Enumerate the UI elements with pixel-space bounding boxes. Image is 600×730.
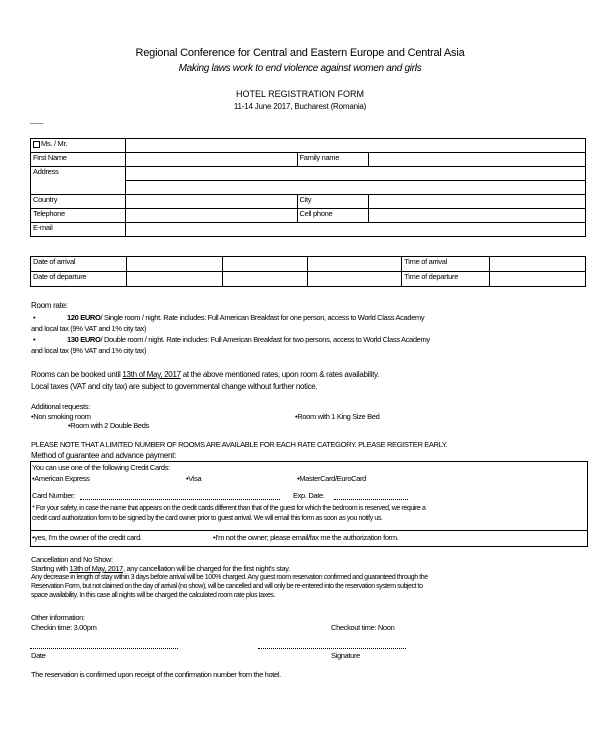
cell-phone-input[interactable] (369, 209, 586, 223)
king-bed-label: Room with 1 King Size Bed (297, 412, 380, 421)
checkbox-icon[interactable]: • (213, 533, 216, 542)
safety-note-line2: credit card authorization form to be signed by the card owner prior to guest arrival. We will email this form as soon as you notify us. (32, 515, 383, 522)
payment-heading: Method of guarantee and advance payment: (31, 451, 177, 460)
telephone-label: Telephone (31, 209, 126, 223)
confirmation-note: The reservation is confirmed upon receipt of the confirmation number from the hotel. (31, 670, 281, 679)
owner-yes-label: yes, I'm the owner of the credit card. (34, 533, 142, 542)
checkbox-icon[interactable]: • (31, 412, 34, 421)
visa-option[interactable] (186, 474, 201, 483)
salutation-cell[interactable] (31, 139, 126, 153)
family-name-label: Family name (297, 153, 369, 167)
cancellation-date: 13th of May, 2017 (69, 564, 123, 573)
date-label: Date (31, 651, 46, 660)
checkbox-icon[interactable] (33, 141, 40, 148)
exp-date-input[interactable] (334, 499, 408, 500)
single-rate-line (33, 313, 424, 322)
cancellation-text-post: , any cancellation will be charged for the first night's stay. (123, 564, 290, 573)
booking-deadline-line (31, 370, 379, 379)
signature-input[interactable] (258, 648, 406, 649)
address-label: Address (31, 167, 126, 195)
additional-requests-heading: Additional requests: (31, 402, 90, 411)
owner-no-option[interactable] (213, 533, 398, 542)
booking-deadline-date: 13th of May, 2017 (122, 370, 181, 379)
double-beds-option[interactable] (68, 421, 149, 430)
checkbox-icon[interactable]: • (295, 412, 298, 421)
non-smoking-label: Non smoking room (33, 412, 91, 421)
date-arrival-input-1[interactable] (126, 257, 222, 272)
single-rate-tax: and local tax (9% VAT and 1% city tax) (31, 324, 147, 333)
owner-no-label: I'm not the owner; please email/fax me the authorization form. (215, 533, 399, 542)
local-taxes-note: Local taxes (VAT and city tax) are subject to governmental change without further notice. (31, 382, 318, 391)
payment-divider (30, 530, 588, 531)
cancellation-text-pre: Starting with (31, 564, 68, 573)
single-rate-price: 120 EURO (67, 313, 101, 322)
mastercard-option[interactable] (297, 474, 366, 483)
king-bed-option[interactable] (295, 412, 379, 421)
room-rate-heading: Room rate: (31, 301, 68, 310)
bullet-icon: • (33, 313, 36, 322)
credit-cards-intro: You can use one of the following Credit Cards: (32, 463, 170, 472)
non-smoking-option[interactable] (31, 412, 91, 421)
double-rate-line (33, 335, 430, 344)
date-arrival-input-2[interactable] (222, 257, 308, 272)
cell-phone-label: Cell phone (297, 209, 369, 223)
double-rate-text: / Double room / night. Rate includes: Full American Breakfast for two persons, access to World Class Academy (100, 335, 430, 344)
time-departure-label: Time of departure (402, 272, 490, 287)
date-departure-input-3[interactable] (308, 272, 402, 287)
country-label: Country (31, 195, 126, 209)
small-mark: ____ (30, 118, 44, 124)
cancellation-line2: Any decrease in length of stay within 3 days before arrival will be 100% charged. Any guest room reservation confirmed and guaranteed through the (31, 574, 428, 581)
event-dates-place: 11-14 June 2017, Bucharest (Romania) (233, 102, 367, 111)
card-number-input[interactable] (80, 499, 280, 500)
date-input[interactable] (30, 648, 178, 649)
mastercard-label: MasterCard/EuroCard (299, 474, 366, 483)
other-info-heading: Other information: (31, 613, 85, 622)
date-arrival-label: Date of arrival (31, 257, 127, 272)
date-arrival-input-3[interactable] (308, 257, 402, 272)
guest-details-table (30, 138, 586, 237)
conference-title: Regional Conference for Central and Eastern Europe and Central Asia (135, 47, 465, 59)
stay-dates-table (30, 256, 586, 287)
checkout-time: Checkout time: Noon (331, 623, 395, 632)
cancellation-heading: Cancellation and No Show: (31, 555, 113, 564)
checkbox-icon[interactable]: • (186, 474, 189, 483)
limited-rooms-notice: PLEASE NOTE THAT A LIMITED NUMBER OF ROOMS ARE AVAILABLE FOR EACH RATE CATEGORY. PLEASE REGISTER EARLY. (31, 440, 448, 449)
first-name-label: First Name (31, 153, 126, 167)
checkbox-icon[interactable]: • (297, 474, 300, 483)
time-arrival-input[interactable] (490, 257, 586, 272)
family-name-input[interactable] (369, 153, 586, 167)
double-rate-price: 130 EURO (67, 335, 101, 344)
first-name-input[interactable] (125, 153, 297, 167)
date-departure-label: Date of departure (31, 272, 127, 287)
cancellation-line1 (31, 564, 290, 573)
card-number-label: Card Number: (32, 491, 75, 500)
signature-label: Signature (331, 651, 360, 660)
checkbox-icon[interactable]: • (32, 533, 35, 542)
amex-label: American Express (34, 474, 90, 483)
city-input[interactable] (369, 195, 586, 209)
address-input-line2[interactable] (125, 181, 585, 195)
double-rate-tax: and local tax (9% VAT and 1% city tax) (31, 346, 147, 355)
date-departure-input-1[interactable] (126, 272, 222, 287)
email-input[interactable] (125, 223, 585, 237)
checkbox-icon[interactable]: • (32, 474, 35, 483)
form-title: HOTEL REGISTRATION FORM (235, 89, 364, 99)
telephone-input[interactable] (125, 209, 297, 223)
conference-subtitle: Making laws work to end violence against women and girls (178, 63, 422, 74)
checkbox-icon[interactable]: • (68, 421, 71, 430)
visa-label: Visa (188, 474, 202, 483)
date-departure-input-2[interactable] (222, 272, 308, 287)
salutation-label: Ms. / Mr. (41, 139, 68, 148)
salutation-input[interactable] (125, 139, 585, 153)
time-arrival-label: Time of arrival (402, 257, 490, 272)
city-label: City (297, 195, 369, 209)
exp-date-label: Exp. Date. (293, 491, 325, 500)
double-beds-label: Room with 2 Double Beds (70, 421, 149, 430)
address-input-line1[interactable] (125, 167, 585, 181)
booking-text-pre: Rooms can be booked until (31, 370, 121, 379)
time-departure-input[interactable] (490, 272, 586, 287)
bullet-icon: • (33, 335, 36, 344)
booking-text-post: at the above mentioned rates, upon room & rates availability. (182, 370, 380, 379)
checkin-time: Checkin time: 3.00pm (31, 623, 97, 632)
amex-option[interactable] (32, 474, 90, 483)
single-rate-text: / Single room / night. Rate includes: Full American Breakfast for one person, access to World Class Academy (100, 313, 425, 322)
country-input[interactable] (125, 195, 297, 209)
owner-yes-option[interactable] (32, 533, 142, 542)
email-label: E-mail (31, 223, 126, 237)
safety-note-line1: * For your safety, in case the name that appears on the credit cards different than that of the guest for which the bedroom is reserved, we require a (32, 505, 426, 512)
cancellation-line4: space availability. In this case all nights will be charged the calculated room rate plus taxes. (31, 592, 275, 599)
cancellation-line3: Reservation Form, but not claimed on the day of arrival (no show), will be cancelled and will only be re-entered into the reservation system subject to (31, 583, 423, 590)
